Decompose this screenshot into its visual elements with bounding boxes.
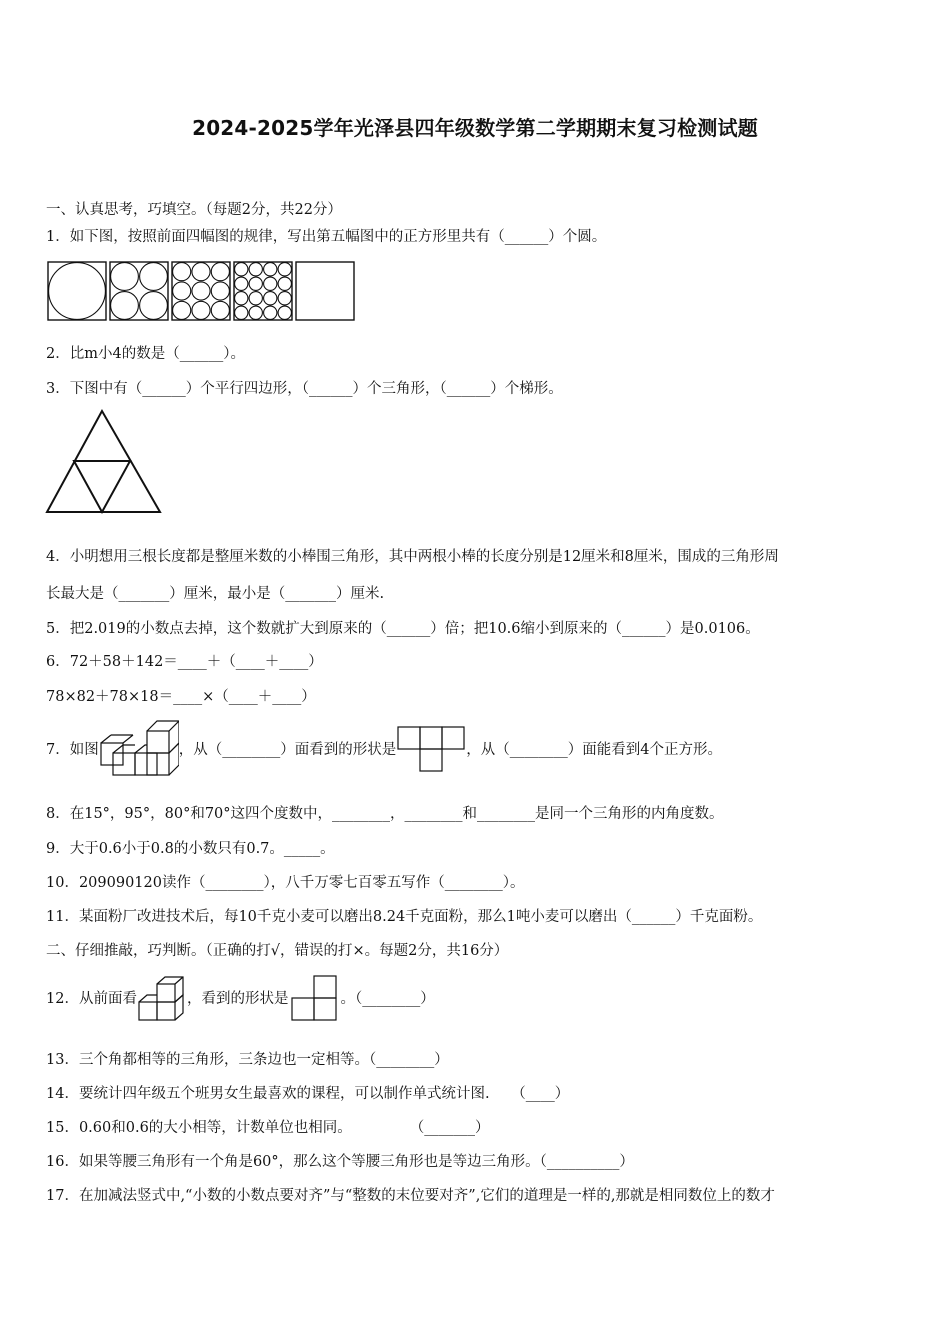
q1-square-3 (172, 262, 230, 320)
q3-triangle-figure (44, 408, 164, 514)
q1-circle (192, 263, 210, 281)
q1-circle (264, 292, 277, 305)
question-5: 5．把2.019的小数点去掉，这个数就扩大到原来的（______）倍；把10.6缩小到原来的（______）是0.0106。 (46, 621, 760, 637)
q7-cube-stack-figure (99, 717, 179, 783)
q1-circle (249, 277, 262, 290)
q1-circle (235, 277, 248, 290)
question-10: 10．209090120读作（________），八千万零七百零五写作（________）。 (46, 875, 525, 891)
q7-suffix: ，从（________）面能看到4个正方形。 (466, 742, 722, 758)
q1-circle (278, 277, 291, 290)
q1-circle (211, 263, 229, 281)
question-1: 1．如下图，按照前面四幅图的规律，写出第五幅图中的正方形里共有（______）个圆。 (46, 229, 607, 245)
q1-circle (278, 306, 291, 319)
q1-circle-squares-figure (46, 260, 356, 324)
question-15: 15．0.60和0.6的大小相等，计数单位也相同。 （_______） (46, 1120, 490, 1136)
q3-inner-triangle (74, 461, 130, 512)
question-12 (46, 966, 435, 1032)
q1-circle (235, 263, 248, 276)
q1-circle (211, 301, 229, 319)
q1-circle (264, 263, 277, 276)
q1-circle (249, 292, 262, 305)
q1-circle (173, 282, 191, 300)
q1-circle-squares-svg (46, 260, 356, 324)
q1-circle (211, 282, 229, 300)
question-3: 3．下图中有（______）个平行四边形，（______）个三角形，（______）个梯形。 (46, 381, 563, 397)
q1-square-2 (110, 262, 168, 320)
q1-circle (235, 306, 248, 319)
q1-circle (235, 292, 248, 305)
q1-square-4 (234, 262, 292, 320)
q1-circle (140, 292, 168, 320)
q7-prefix: 7．如图 (46, 742, 99, 758)
q1-circle (264, 277, 277, 290)
question-6-line-2: 78×82＋78×18＝____×（____＋____） (46, 689, 316, 705)
question-11: 11．某面粉厂改进技术后，每10千克小麦可以磨出8.24千克面粉，那么1吨小麦可以磨出（______）千克面粉。 (46, 909, 763, 925)
q12-cube-stack-figure (137, 974, 187, 1024)
question-2: 2．比m小4的数是（______）。 (46, 346, 245, 362)
q1-square-5 (296, 262, 354, 320)
q1-circle (173, 263, 191, 281)
q1-circle (192, 301, 210, 319)
question-4-line-1: 4．小明想用三根长度都是整厘米数的小棒围三角形，其中两根小棒的长度分别是12厘米和8厘米，围成的三角形周 (46, 549, 779, 565)
q1-circle (111, 263, 139, 291)
question-14: 14．要统计四年级五个班男女生最喜欢的课程，可以制作单式统计图. （____） (46, 1086, 570, 1102)
q7-view-shape-figure (396, 725, 466, 775)
question-6-line-1: 6．72＋58＋142＝____＋（____＋____） (46, 654, 323, 670)
q1-circle (264, 306, 277, 319)
page-title: 2024-2025学年光泽县四年级数学第二学期期末复习检测试题 (192, 116, 758, 140)
q1-circle (278, 263, 291, 276)
q12-suffix: 。（________） (340, 991, 435, 1007)
q1-circle (278, 292, 291, 305)
section-1-heading: 一、认真思考，巧填空。（每题2分，共22分） (46, 202, 342, 218)
question-13: 13．三个角都相等的三角形，三条边也一定相等。（________） (46, 1052, 449, 1068)
q1-circle (192, 282, 210, 300)
q1-circle (111, 292, 139, 320)
question-16: 16．如果等腰三角形有一个角是60°，那么这个等腰三角形也是等边三角形。（__________） (46, 1154, 634, 1170)
question-4-line-2: 长最大是（_______）厘米，最小是（_______）厘米. (46, 586, 385, 602)
question-7 (46, 716, 722, 784)
q12-middle-text: ，看到的形状是 (186, 991, 289, 1007)
question-9: 9．大于0.6小于0.8的小数只有0.7。_____。 (46, 841, 335, 857)
q7-middle-text: ，从（________）面看到的形状是 (178, 742, 397, 758)
q1-circle (249, 263, 262, 276)
question-8: 8．在15°，95°，80°和70°这四个度数中，________，________和________是同一个三角形的内角度数。 (46, 806, 724, 822)
q1-circle (140, 263, 168, 291)
q12-view-shape-figure (288, 974, 340, 1024)
q1-circle (173, 301, 191, 319)
q1-circle (49, 263, 106, 320)
q1-circle (249, 306, 262, 319)
section-2-heading: 二、仔细推敲，巧判断。（正确的打√，错误的打×。每题2分，共16分） (46, 943, 509, 959)
q12-prefix: 12．从前面看 (46, 991, 137, 1007)
question-17: 17．在加减法竖式中,“小数的小数点要对齐”与“整数的末位要对齐”,它们的道理是一样的,那就是相同数位上的数才 (46, 1188, 775, 1204)
